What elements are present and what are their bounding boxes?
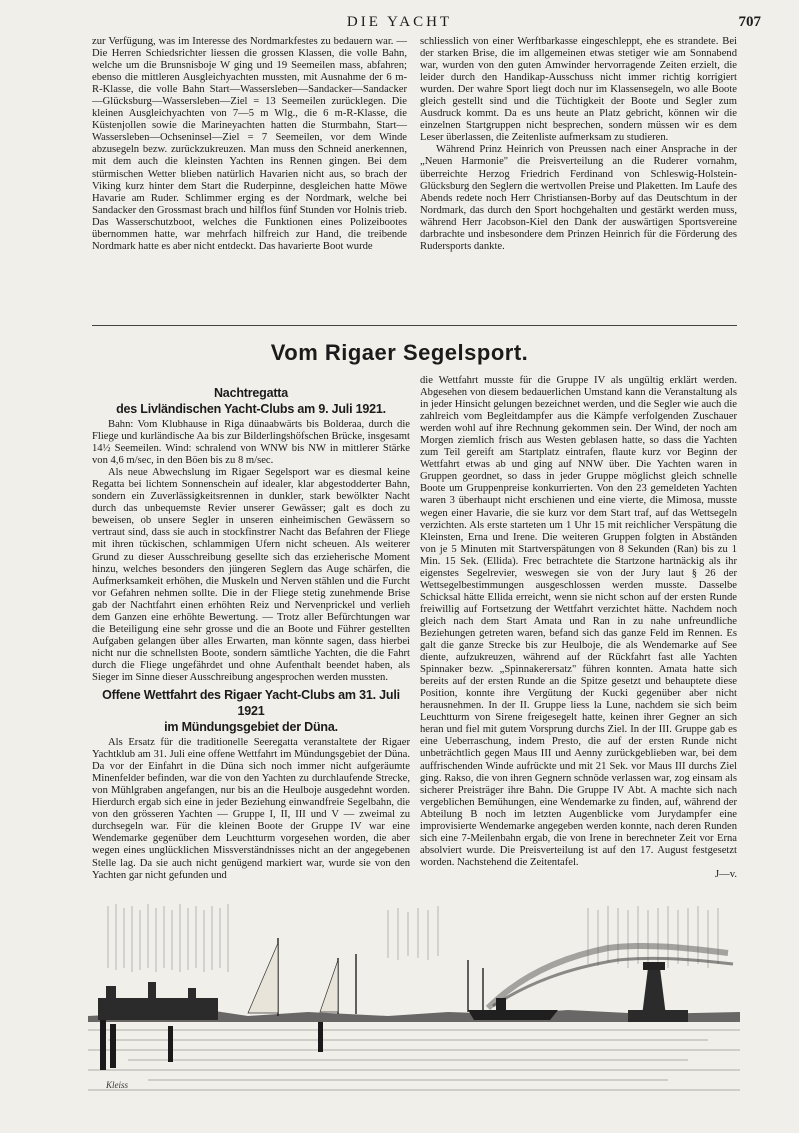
illustration-signature: Kleiss: [106, 1080, 129, 1090]
top-right-column: [420, 36, 737, 253]
wettfahrt-continuation-column: [420, 375, 737, 881]
wettfahrt-heading-line1: Offene Wettfahrt des Rigaer Yacht-Clubs am 31. Juli 1921: [102, 688, 400, 719]
nachtregatta-heading-line1: Nachtregatta: [213, 386, 288, 400]
paragraph: Während Prinz Heinrich von Preussen nach einer Ansprache in der „Neuen Harmonie" die Preisverteilung an die Ruderer vornahm, überreichte Herzog Friedrich Ferdinand von Schleswig-Holstein-Glücksburg den Seglern die wertvollen Preise und Plaketten. Im Laufe des Abends redete noch Herr Christiansen-Borby auf das Deutschtum in der Nordmark, das durch den Sport hochgehalten und gestärkt werden muss, während Herr Jacobson-Kiel den Dank der auswärtigen Sportsvereine darbrachte und insbesondere dem Prinzen Heinrich für die Förderung des Rudersports dankte.: [420, 144, 737, 252]
nachtregatta-heading-line2: des Livländischen Yacht-Clubs am 9. Juli 1921.: [116, 402, 386, 416]
nachtregatta-column: [92, 385, 410, 882]
paragraph: zur Verfügung, was im Interesse des Nordmarkfestes zu bedauern war. — Die Herren Schiedsrichter liessen die grossen Klassen, die volle Bahn, welche um die Brunsnisboje W ging und 19 Seemeilen mass, abfahren; ebenso die mittleren Ausgleichyachten mussten, mit Ausnahme der 6 m-R-Klasse, die volle Bahn Start—Wassersleben—Sandacker—Sandacker—Glücksburg—Wassersleben—Ziel = 13 Seemeilen zurücklegen. Die kleinen Ausgleichyachten von 7—5 m Wlg., die 6 m-R-Klasse, die Küstenjollen sowie die Marineyachten hatten die Sturmbahn, Start—Wassersleben—Ochseninsel—Ziel = 7 Seemeilen, vor dem Winde abzusegeln bezw. zurückzukreuzen. Man muss den Schneid anerkennen, mit dem auch die kleinsten Yachten ins Rennen gingen. Bei dem stürmischen Wetter blieben natürlich Havarien nicht aus, so brach der Viking kurz hinter dem Start die Ruderpinne, desgleichen hatte Möwe Havarie am Ruder. Schlimmer erging es der Nordmark, welche bei Sandacker den Grossmast brach und hilflos fünf Stunden vor Holnis trieb. Das Wasserschutzboot, welches die Funktionen eines Polizeibootes übernommen hatte, war mehrfach hilfreich zur Hand, die treibende Nordmark hatte es aber nicht entdeckt. Das havarierte Boot wurde: [92, 36, 407, 252]
running-title: DIE YACHT: [346, 14, 453, 30]
paragraph: Bahn: Vom Klubhause in Riga dünaabwärts bis Bolderaa, durch die Fliege und kurländische Aa bis zur Bilderlingshöfschen Brücke, insgesamt 14½ Seemeilen. Wind: schralend von WNW bis NW in mittlerer Stärke von 4,6 m/sec, in den Böen bis zu 8 m/sec.: [92, 419, 410, 467]
author-signature: J—v.: [715, 868, 737, 880]
harbor-illustration: [88, 898, 740, 1098]
top-divider: [92, 325, 737, 326]
paragraph: Als Ersatz für die traditionelle Seeregatta veranstaltete der Rigaer Yachtklub am 31. Juli eine offene Wettfahrt im Mündungsgebiet der Düna. Da vor der Einfahrt in die Düna sich noch immer nicht aufgeräumte Minenfelder befinden, war die von den Yachten zu durchlaufende Strecke, von Mühlgraben angefangen, nur bis an die Heulboje ausgedehnt worden. Hierdurch ergab sich eine in jeder Beziehung einwandfreie Segelbahn, die von den grösseren Yachten — Gruppe I, II, III und V — zweimal zu durchsegeln war. Für die kleinen Boote der Gruppe IV war eine Wendemarke gegenüber dem Leuchtturm vorgesehen worden, die aber wegen eines unglücklichen Missverständnisses nicht an der angegebenen Stelle lag. Da sie auch nicht genügend markiert war, wurde sie von den Yachten gar nicht gefunden und: [92, 737, 410, 881]
page-number: 707: [738, 14, 761, 30]
paragraph: schliesslich von einer Werftbarkasse eingeschleppt, ehe es strandete. Bei der starken Brise, die im allgemeinen etwas stetiger wie am Sonnabend war, wurden von den guten Amwinder hervorragende Zeiten erzielt, die leider durch den Handikap-Ausschuss nicht immer richtig korrigiert wurden. Der wahre Sport liegt doch nur im Klassensegeln, wo alle Boote gleich gestellt sind und die Tüchtigkeit der Boote und Segler zum Ausdruck kommt. Da es uns heute an Platz gebricht, können wir die einzelnen Startgruppen nicht besprechen, sondern müssen wir es dem Leser überlassen, die Zeitenliste aufmerksam zu studieren.: [420, 36, 737, 144]
top-left-column: [92, 36, 407, 253]
wettfahrt-heading: [92, 687, 410, 735]
paragraph: Als neue Abwechslung im Rigaer Segelsport war es diesmal keine Regatta bei lichtem Sonnenschein auf idealer, klar abgestodderter Bahn, sondern ein Zuverlässigkeitsrennen in dunkler, stark bewölkter Nacht durch das unbequemste Revier unserer Gewässer; galt es doch zu beweisen, ob unsere Segler in unseren einheimischen Gewässern so vertraut sind, dass sie auch in stockfinstrer Nacht das Befahren der Fliege mit ihren tückischen, schlammigen Ufern nicht scheuen. Als weiterer Grund zu dieser Ausschreibung gesellte sich das erzieherische Moment hinzu, welches besonders den jüngeren Seglern das Auge schärfen, die Aufmerksamkeit erhöhen, die Muskeln und Nerven stählen und die Furcht vor Gefahren nehmen sollte. Die in der Fliege stetig zunehmende Brise gab der Nachtfahrt einen erhöhten Reiz und Nervenprickel und verlieh dem Ganzen eine erhöhte Bewertung. — Trotz aller Befürchtungen war die Beteiligung eine sehr grosse und die an Boote und Führer gestellten Aufgaben gelangen über alles Erwarten, man könnte sagen, dass hierbei nicht nur die schnellsten Boote, sondern sämtliche Yachten, die die Fahrt durch die Fliege ungefährdet und ohne Aufenthalt beendet haben, als Sieger im Sinne dieser Ausschreibung angesprochen werden mussten.: [92, 467, 410, 683]
nachtregatta-heading: [92, 385, 410, 417]
section-title: Vom Rigaer Segelsport.: [270, 340, 529, 365]
paragraph: die Wettfahrt musste für die Gruppe IV als ungültig erklärt werden. Abgesehen von diesem bedauerlichen Umstand kann die Veranstaltung als in jeder Hinsicht gelungen bezeichnet werden, und die Segler wie auch die zahlreich vom Begleitdampfer aus die Kämpfe verfolgenden Zuschauer werden wohl auf ihre Rechnung gekommen sein. Der Wind, der noch am Morgen ziemlich frisch aus Westen geblasen hatte, so dass die Yachten zum Teil gereift am Startplatz eintrafen, flaute kurz vor Beginn der Wettfahrt etwas ab und ging auf NNW über. Die Yachten waren in Gruppen geordnet, so dass in jeder Gruppe möglichst gleich schnelle Boote um Gruppenpreise konkurrierten. Von den 23 gemeldeten Yachten waren 3 überhaupt nicht erschienen und eine vierte, die Mimosa, musste wegen einer Havarie, die sie kurz vor dem Start traf, auf das Wettsegeln verzichten. Als erste starteten um 1 Uhr 15 mit reichlicher Verspätung die Kleinsten, Erna und Irene. Die weiteren Gruppen folgten in Abständen von je 5 Minuten mit Startverspätungen von 8 Sekunden (Ran) bis zu 1 Min. 15 Sek. (Ellida). Frec betrachtete die Startzone hartnäckig als ihr eigenstes Segelrevier, weswegen sie von der Jury laut § 26 der Wettsegelbestimmungen ausgeschlossen werden musste. Dasselbe Schicksal hätte Ellida erreicht, wenn sie nicht schon auf der ersten Runde freiwillig auf Fortsetzung der Wettfahrt verzichtet hätte. Nachdem noch gleich nach dem Start Amata und Ran in zu nahe unfreundliche Beziehungen getreten waren, befand sich das ganze Feld im Rennen. Es galt die ganze Strecke bis zur Heulboje, die als Wendemarke auf See diente, aufzukreuzen, während auf der Rückfahrt fast alle Yachten Spinnaker bezw. „Spinnakerersatz" führen konnten. Amata hatte sich bereits auf der ersten Runde an die Spitze gesetzt und behauptete diese Position, konnte ihre Vergütung der Kucki gegenüber aber nicht herausnehmen. In der II. Gruppe liess la Lune, nachdem sie sich beim Leuchtturm von Sirene freigesegelt hatte, keinen ihrer Gegner an sich heran und fiel mit gutem Vorsprung durchs Ziel. In der III. Gruppe gab es eine Ueberraschung, indem Presto, die auf der ersten Runde nicht unbeträchtlich gegen Maus III und Aenny zurückgeblieben war, bei dem auffrischenden Winde aufrückte und mit 21 Sek. vor Maus III durchs Ziel ging. Rakso, die von ihren Gegnern schnöde verlassen war, zog einsam als sicherer Preisträger ihre Bahn. Die Gruppe IV Abt. A machte sich nach vergeblichen Bemühungen, eine Wendemarke zu finden, auf, während der Abteilung B noch im letzten Augenblicke vom Jurydampfer eine improvisierte Wendemarke angegeben werden konnte, nach deren Runden sich eine 7-Meilenbahn ergab, die von Irene in berechneter Zeit vor Erna absolviert wurde. Die Preisverteilung ist auf den 17. August festgesetzt worden. Nachstehend die Zeitentafel.: [420, 375, 737, 868]
wettfahrt-heading-line2: im Mündungsgebiet der Düna.: [164, 720, 338, 735]
